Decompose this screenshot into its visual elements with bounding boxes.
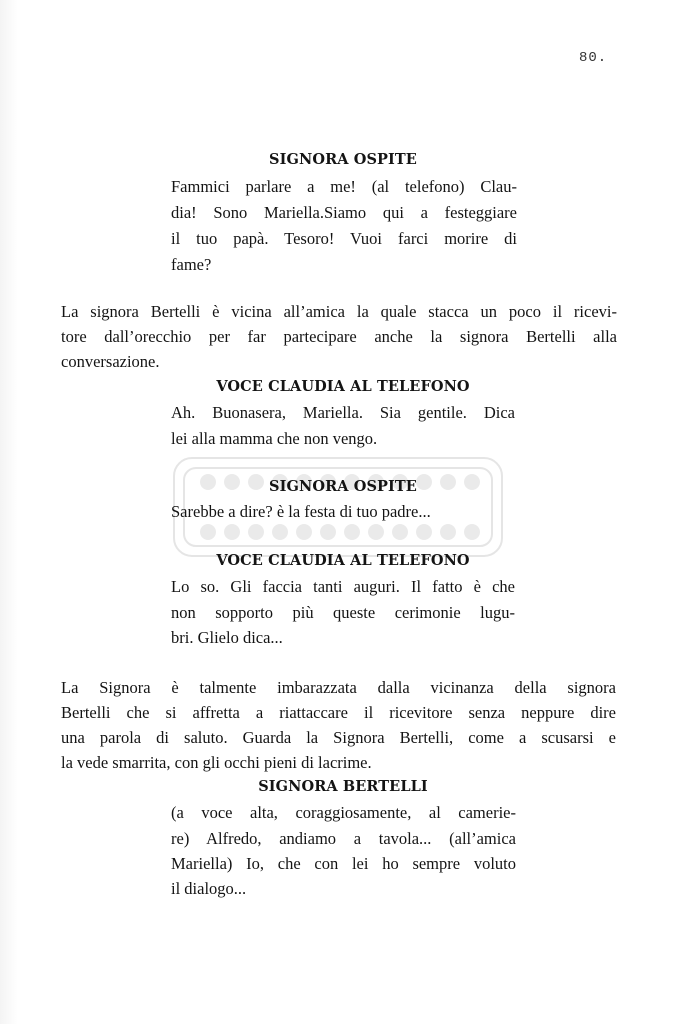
- stage-direction-line: tore dall’orecchio per far partecipare anche la signora Bertelli alla: [61, 327, 617, 346]
- dialogue-line: il dialogo...: [171, 879, 247, 898]
- dialogue-line: il tuo papà. Tesoro! Vuoi farci morire di: [171, 229, 517, 248]
- dialogue-line: bri. Glielo dica...: [171, 628, 283, 647]
- stage-direction-line: Bertelli che si affretta a riattaccare il ricevitore senza neppure dire: [61, 703, 616, 722]
- speaker-signora-ospite: SIGNORA OSPITE: [269, 151, 417, 168]
- dialogue-line: fame?: [171, 255, 212, 274]
- speaker-voce-claudia: VOCE CLAUDIA AL TELEFONO: [216, 552, 470, 569]
- dialogue-line: Ah. Buonasera, Mariella. Sia gentile. Dica: [171, 403, 515, 422]
- speaker-signora-ospite: SIGNORA OSPITE: [269, 478, 417, 495]
- dialogue-line: lei alla mamma che non vengo.: [171, 429, 378, 448]
- dialogue-line: re) Alfredo, andiamo a tavola... (all’amica: [171, 829, 516, 848]
- stage-direction-line: la vede smarrita, con gli occhi pieni di lacrime.: [61, 753, 372, 772]
- dialogue-line: Sarebbe a dire? è la festa di tuo padre...: [171, 502, 431, 521]
- stage-direction-line: conversazione.: [61, 352, 160, 371]
- dialogue-line: non sopporto più queste cerimonie lugu-: [171, 603, 515, 622]
- dialogue-line: Mariella) Io, che con lei ho sempre voluto: [171, 854, 516, 873]
- page-number: 80.: [579, 50, 608, 66]
- dialogue-line: Lo so. Gli faccia tanti auguri. Il fatto è che: [171, 577, 515, 596]
- dialogue-line: (a voce alta, coraggiosamente, al camerie-: [171, 803, 516, 822]
- speaker-signora-bertelli: SIGNORA BERTELLI: [258, 778, 428, 795]
- stage-direction-line: una parola di saluto. Guarda la Signora Bertelli, come a scusarsi e: [61, 728, 616, 747]
- dialogue-line: Fammici parlare a me! (al telefono) Clau-: [171, 177, 517, 196]
- stage-direction-line: La Signora è talmente imbarazzata dalla vicinanza della signora: [61, 678, 616, 697]
- dialogue-line: dia! Sono Mariella.Siamo qui a festeggiare: [171, 203, 517, 222]
- speaker-voce-claudia: VOCE CLAUDIA AL TELEFONO: [216, 378, 470, 395]
- stage-direction-line: La signora Bertelli è vicina all’amica la quale stacca un poco il ricevi-: [61, 302, 617, 321]
